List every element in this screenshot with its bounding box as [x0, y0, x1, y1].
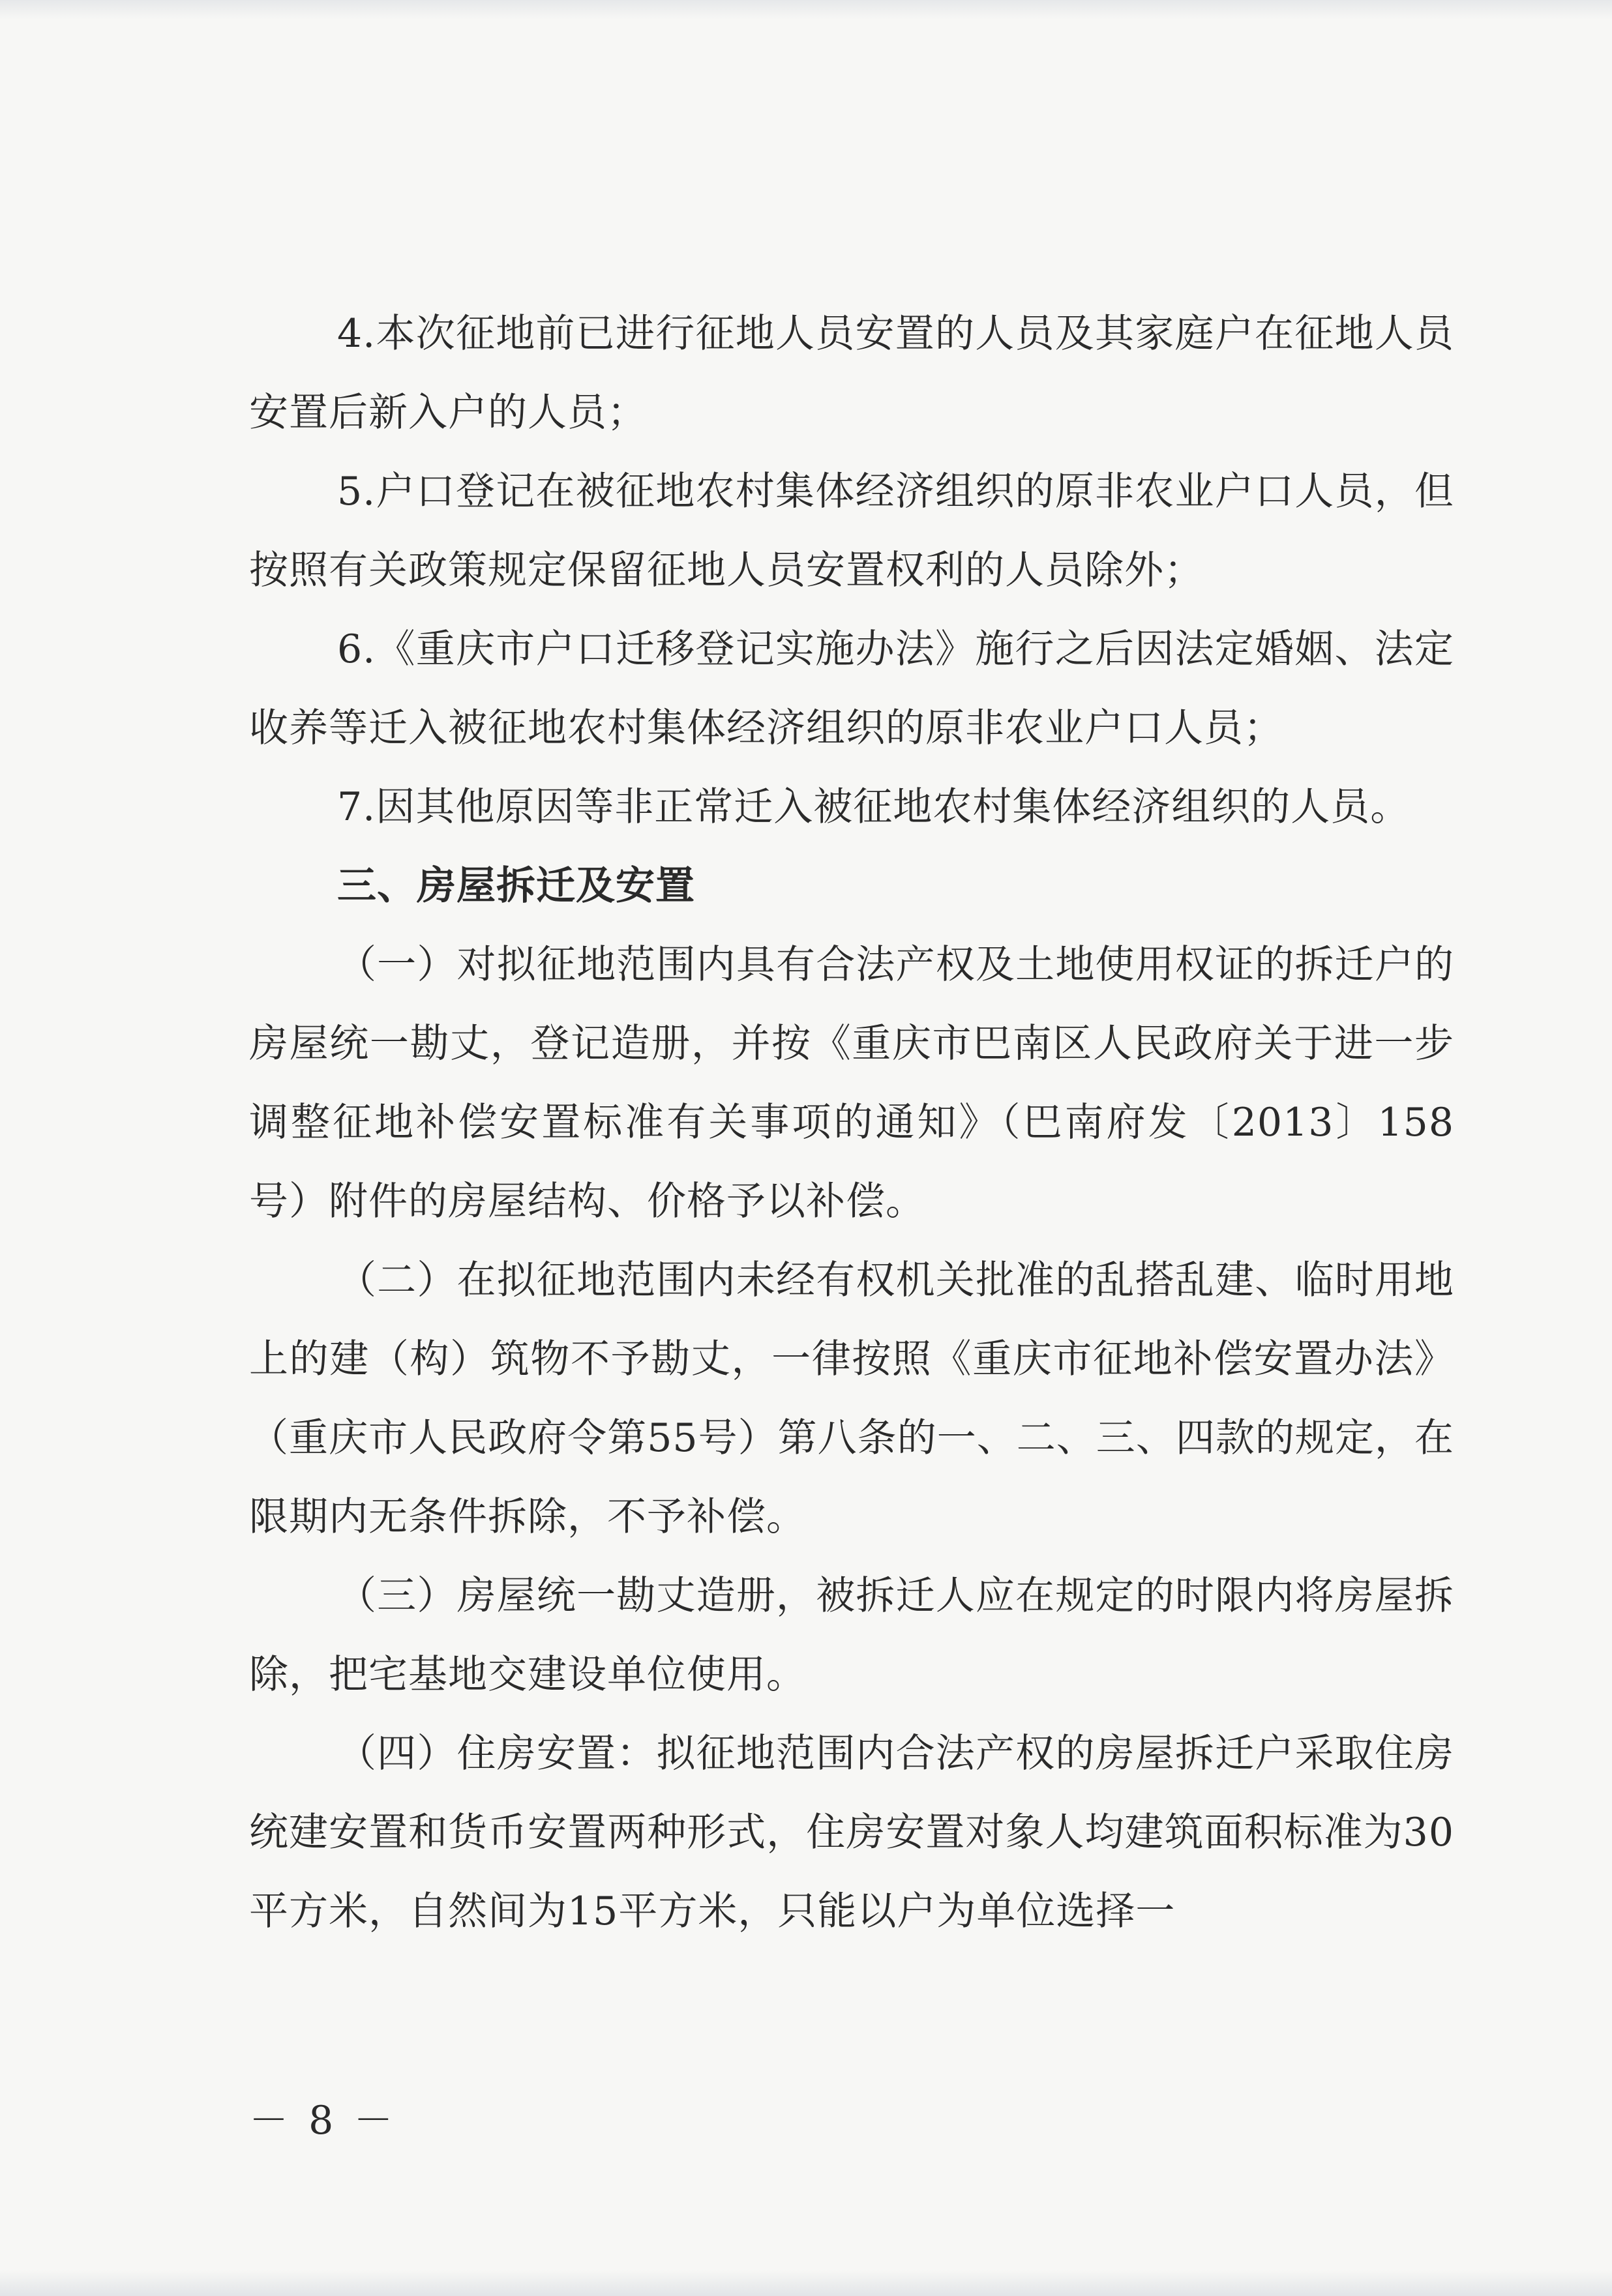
paragraph-item-5: 5.户口登记在被征地农村集体经济组织的原非农业户口人员，但按照有关政策规定保留征地人员安置权利的人员除外； — [249, 469, 1454, 593]
page-number: － 8 － — [249, 2098, 397, 2143]
paragraph-item-7: 7.因其他原因等非正常迁入被征地农村集体经济组织的人员。 — [337, 784, 1410, 830]
scan-edge-top — [0, 0, 1612, 20]
scan-edge-bottom — [0, 2270, 1612, 2296]
section-paragraph-3: （三）房屋统一勘丈造册，被拆迁人应在规定的时限内将房屋拆除，把宅基地交建设单位使用。 — [249, 1573, 1454, 1698]
section-heading: 三、房屋拆迁及安置 — [337, 863, 695, 909]
document-body — [249, 295, 1454, 1951]
section-paragraph-2: （二）在拟征地范围内未经有权机关批准的乱搭乱建、临时用地上的建（构）筑物不予勘丈，一律按照《重庆市征地补偿安置办法》（重庆市人民政府令第55号）第八条的一、二、三、四款的规定，在限期内无条件拆除，不予补偿。 — [249, 1258, 1454, 1540]
section-paragraph-1: （一）对拟征地范围内具有合法产权及土地使用权证的拆迁户的房屋统一勘丈，登记造册，并按《重庆市巴南区人民政府关于进一步调整征地补偿安置标准有关事项的通知》（巴南府发〔2013〕158号）附件的房屋结构、价格予以补偿。 — [249, 942, 1454, 1224]
paragraph-item-6: 6.《重庆市户口迁移登记实施办法》施行之后因法定婚姻、法定收养等迁入被征地农村集体经济组织的原非农业户口人员； — [249, 626, 1454, 751]
paragraph-item-4: 4.本次征地前已进行征地人员安置的人员及其家庭户在征地人员安置后新入户的人员； — [249, 311, 1454, 435]
section-paragraph-4: （四）住房安置：拟征地范围内合法产权的房屋拆迁户采取住房统建安置和货币安置两种形式，住房安置对象人均建筑面积标准为30平方米，自然间为15平方米，只能以户为单位选择一 — [249, 1731, 1454, 1934]
